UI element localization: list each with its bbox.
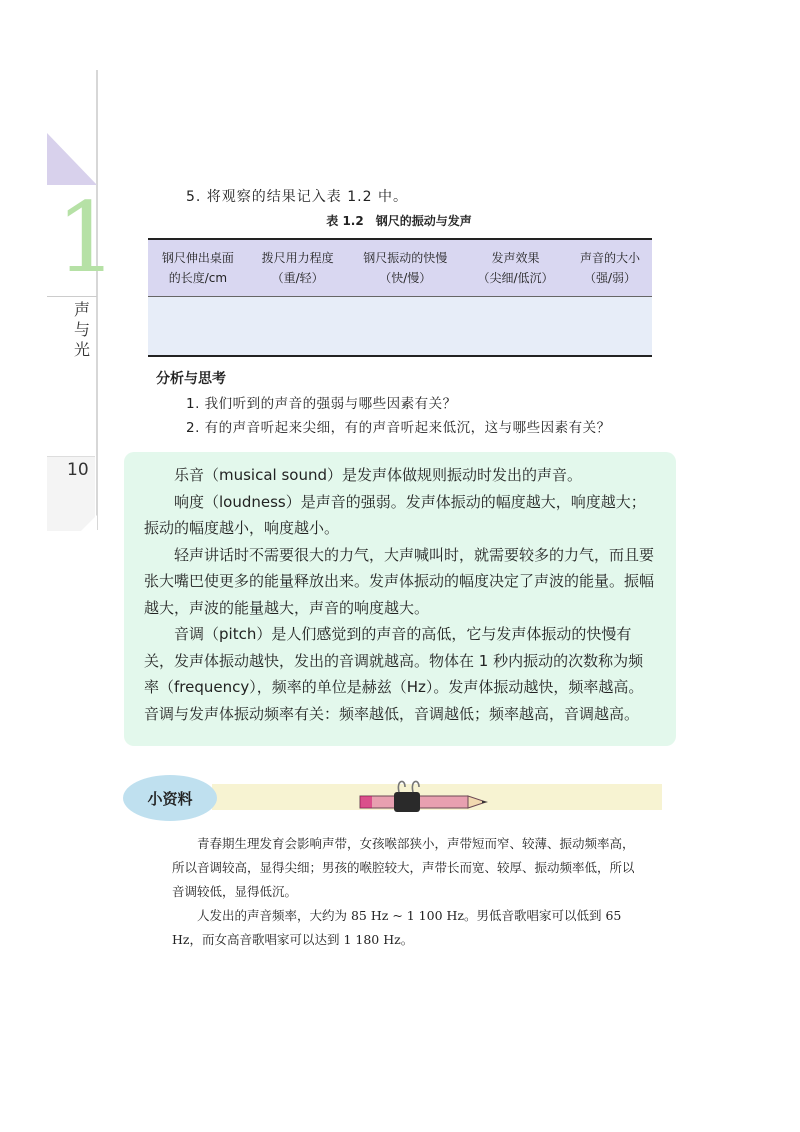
- header-length: 钢尺伸出桌面 的长度/cm: [148, 239, 248, 297]
- chapter-sidebar: [0, 0, 118, 1132]
- definition-musical-sound: 乐音（musical sound）是发声体做规则振动时发出的声音。: [174, 466, 583, 484]
- header-speed: 钢尺振动的快慢 （快/慢）: [347, 239, 462, 297]
- question-1: 1. 我们听到的声音的强弱与哪些因素有关？: [186, 396, 457, 412]
- chapter-rule: [47, 296, 97, 297]
- info-label: 小资料: [123, 775, 217, 821]
- table-row: [148, 297, 652, 357]
- chapter-title: 声与光: [74, 300, 91, 359]
- pencil-clip-icon: [356, 778, 492, 818]
- info-paragraph-1: 青春期生理发育会影响声带，女孩喉部狭小，声带短而窄、较薄、振动频率高，所以音调较高，显得尖细；男孩的喉腔较大，声带长而宽、较厚、振动频率低，所以音调较低，显得低沉。: [172, 836, 635, 899]
- header-force: 拨尺用力程度 （重/轻）: [248, 239, 348, 297]
- info-paragraph-2: 人发出的声音频率，大约为 85 Hz ~ 1 100 Hz。男低音歌唱家可以低到 65 Hz，而女高音歌唱家可以达到 1 180 Hz。: [172, 908, 622, 947]
- page-number: 10: [67, 460, 89, 480]
- definition-loudness: 响度（loudness）是声音的强弱。发声体振动的幅度越大，响度越大；振动的幅度越小，响度越小。: [144, 492, 646, 537]
- definition-pitch: 音调（pitch）是人们感觉到的声音的高低，它与发声体振动的快慢有关，发声体振动越快，发出的音调就越高。物体在 1 秒内振动的次数称为频率（frequency），频率的单位是赫兹（Hz）。发声体振动越快，频率越高。音调与发声体振动频率有关：频率越低，音调越低；频率越高，音调越高。: [144, 625, 644, 723]
- table-header-row: [148, 239, 652, 297]
- step-five: 5. 将观察的结果记入表 1.2 中。: [186, 189, 408, 205]
- header-effect: 发声效果 （尖细/低沉）: [463, 239, 568, 297]
- observation-table: [148, 238, 652, 357]
- info-text: [172, 832, 642, 952]
- analysis-title: 分析与思考: [156, 371, 226, 387]
- definitions-box: [124, 452, 676, 746]
- chapter-triangle-decoration: [47, 133, 97, 185]
- loudness-explanation: 轻声讲话时不需要很大的力气，大声喊叫时，就需要较多的力气，而且要张大嘴巴使更多的能量释放出来。发声体振动的幅度决定了声波的能量。振幅越大，声波的能量越大，声音的响度越大。: [144, 545, 655, 617]
- question-2: 2. 有的声音听起来尖细，有的声音听起来低沉，这与哪些因素有关？: [186, 420, 611, 436]
- header-volume: 声音的大小 （强/弱）: [568, 239, 652, 297]
- chapter-number: 1: [56, 182, 118, 294]
- table-caption: 表 1.2 钢尺的振动与发声: [326, 214, 472, 228]
